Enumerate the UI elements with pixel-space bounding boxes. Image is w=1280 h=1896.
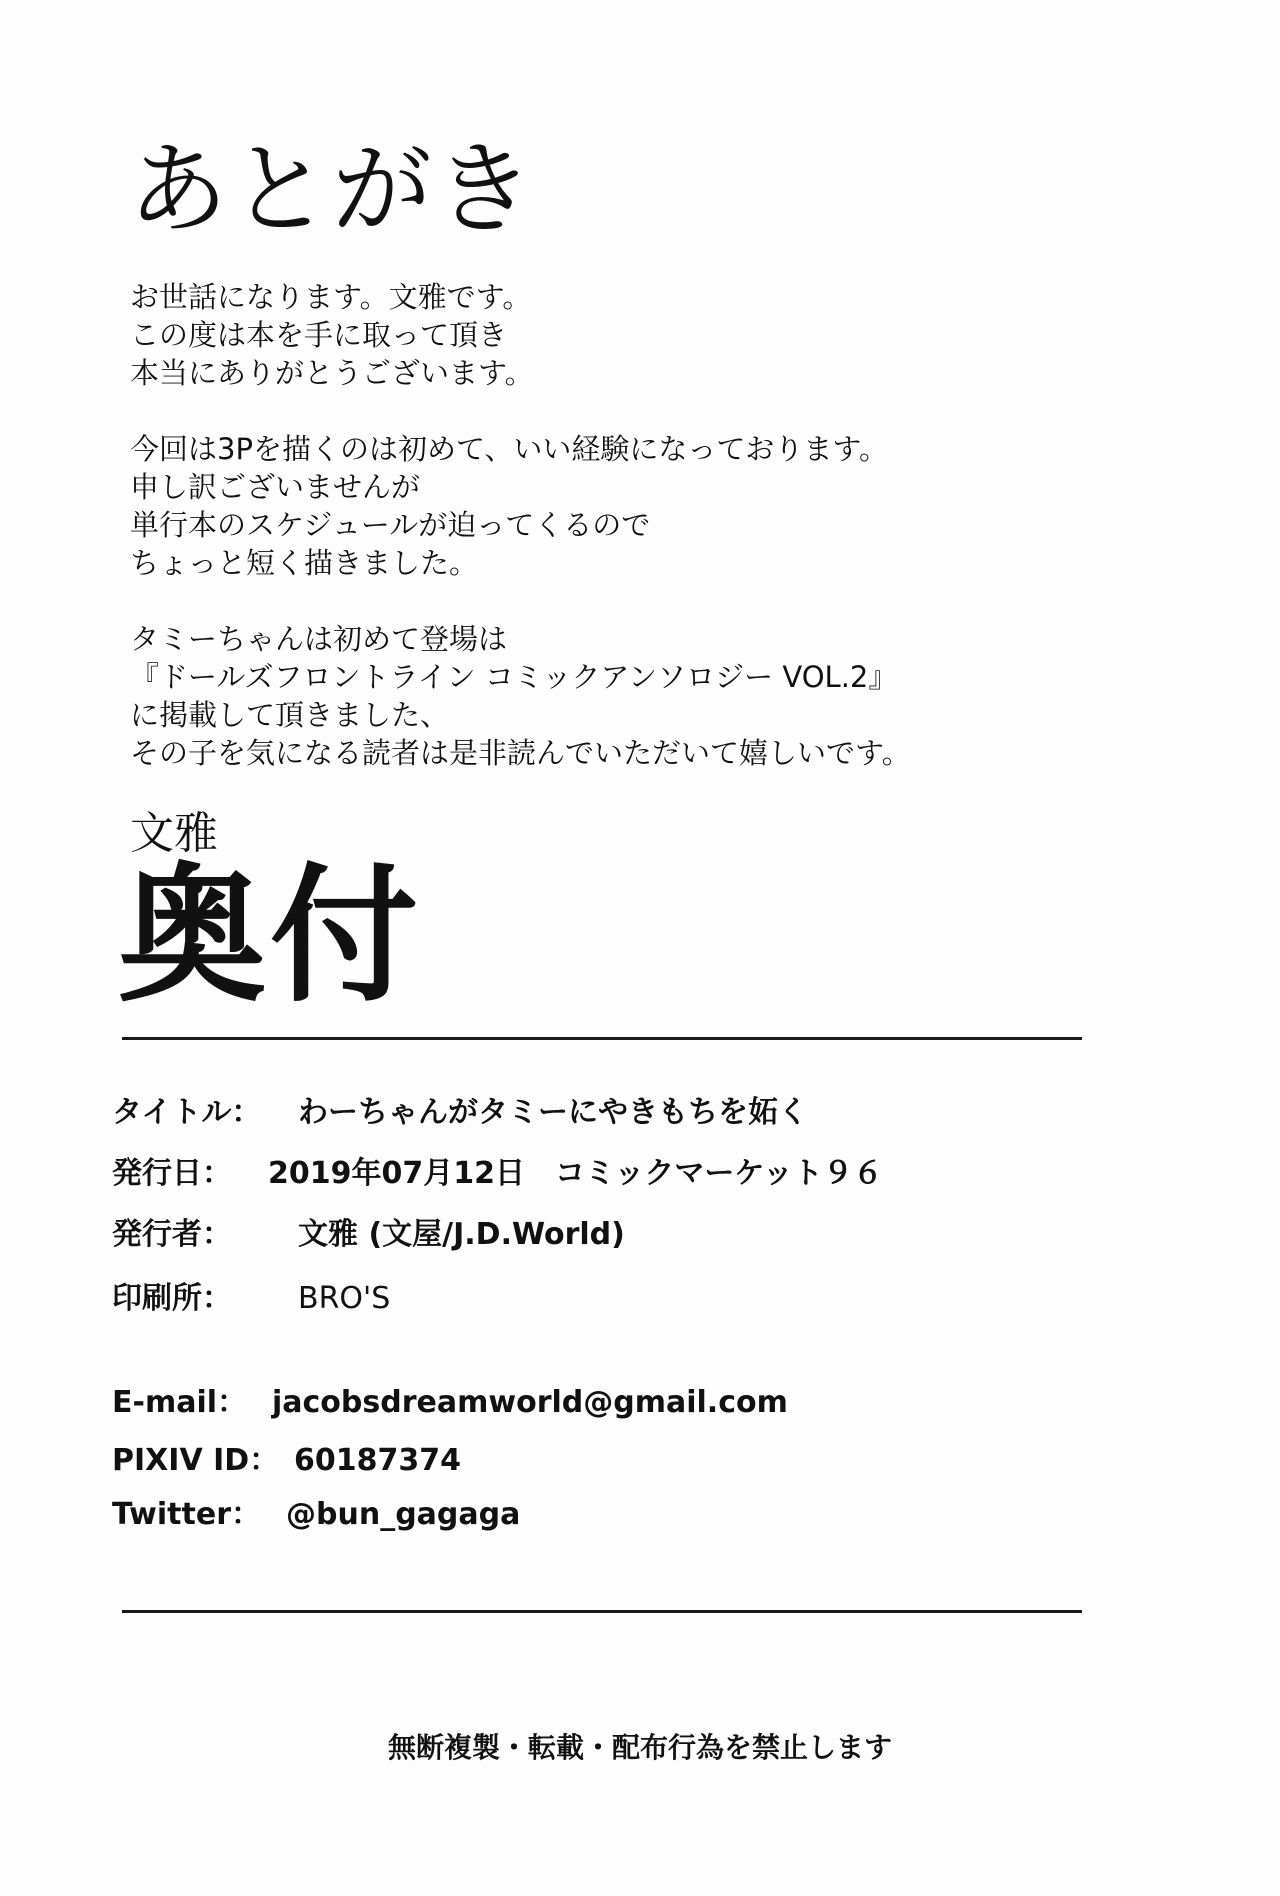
twitter-handle: @bun_gagaga	[286, 1497, 521, 1532]
afterword-line: 今回は3Pを描くのは初めて、いい経験になっております。	[130, 432, 889, 466]
row-value: BRO'S	[298, 1281, 391, 1316]
row-label: PIXIV ID：	[112, 1443, 280, 1478]
afterword-paragraph-2	[130, 430, 1130, 582]
afterword-line: この度は本を手に取って頂き	[130, 318, 508, 352]
row-label: 発行者：	[112, 1217, 232, 1252]
row-label: Twitter：	[112, 1497, 261, 1532]
row-label: 発行日：	[112, 1156, 232, 1191]
colophon-row-title	[112, 1095, 808, 1130]
afterword-line: タミーちゃんは初めて登場は	[130, 622, 508, 656]
row-label: タイトル：	[112, 1095, 262, 1130]
colophon-row-date	[112, 1156, 883, 1191]
row-value: わーちゃんがタミーにやきもちを妬く	[298, 1095, 808, 1130]
row-value: 2019年07月12日 コミックマーケット９６	[268, 1156, 883, 1191]
contact-row-email	[112, 1385, 788, 1420]
row-value: 文雅 (文屋/J.D.World)	[298, 1217, 625, 1252]
afterword-line: 申し訳ございませんが	[130, 470, 421, 504]
colophon-row-publisher	[112, 1217, 625, 1252]
copyright-notice: 無断複製・転載・配布行為を禁止します	[387, 1731, 892, 1764]
divider-bottom	[122, 1610, 1082, 1613]
afterword-body	[130, 278, 1130, 810]
afterword-line: 単行本のスケジュールが迫ってくるので	[130, 508, 651, 542]
email-link[interactable]: jacobsdreamworld@gmail.com	[272, 1385, 788, 1420]
divider-top	[122, 1037, 1082, 1040]
colophon-row-printer	[112, 1281, 391, 1316]
row-label: 印刷所：	[112, 1281, 232, 1316]
pixiv-id: 60187374	[294, 1443, 461, 1478]
afterword-line: に掲載して頂きました、	[130, 698, 450, 732]
afterword-line: ちょっと短く描きました。	[130, 546, 479, 580]
author-signature: 文雅	[130, 808, 218, 859]
contact-row-pixiv	[112, 1443, 461, 1478]
contact-row-twitter	[112, 1497, 521, 1532]
afterword-line: その子を気になる読者は是非読んでいただいて嬉しいです。	[130, 736, 911, 770]
afterword-line: お世話になります。文雅です。	[130, 280, 532, 314]
afterword-paragraph-1	[130, 278, 1130, 392]
afterword-line: 『ドールズフロントライン コミックアンソロジー VOL.2』	[130, 660, 898, 694]
afterword-paragraph-3	[130, 620, 1130, 772]
afterword-line: 本当にありがとうございます。	[130, 356, 534, 390]
afterword-heading: あとがき	[128, 131, 536, 248]
row-label: E-mail：	[112, 1385, 248, 1420]
colophon-heading: 奥付	[118, 850, 422, 1022]
